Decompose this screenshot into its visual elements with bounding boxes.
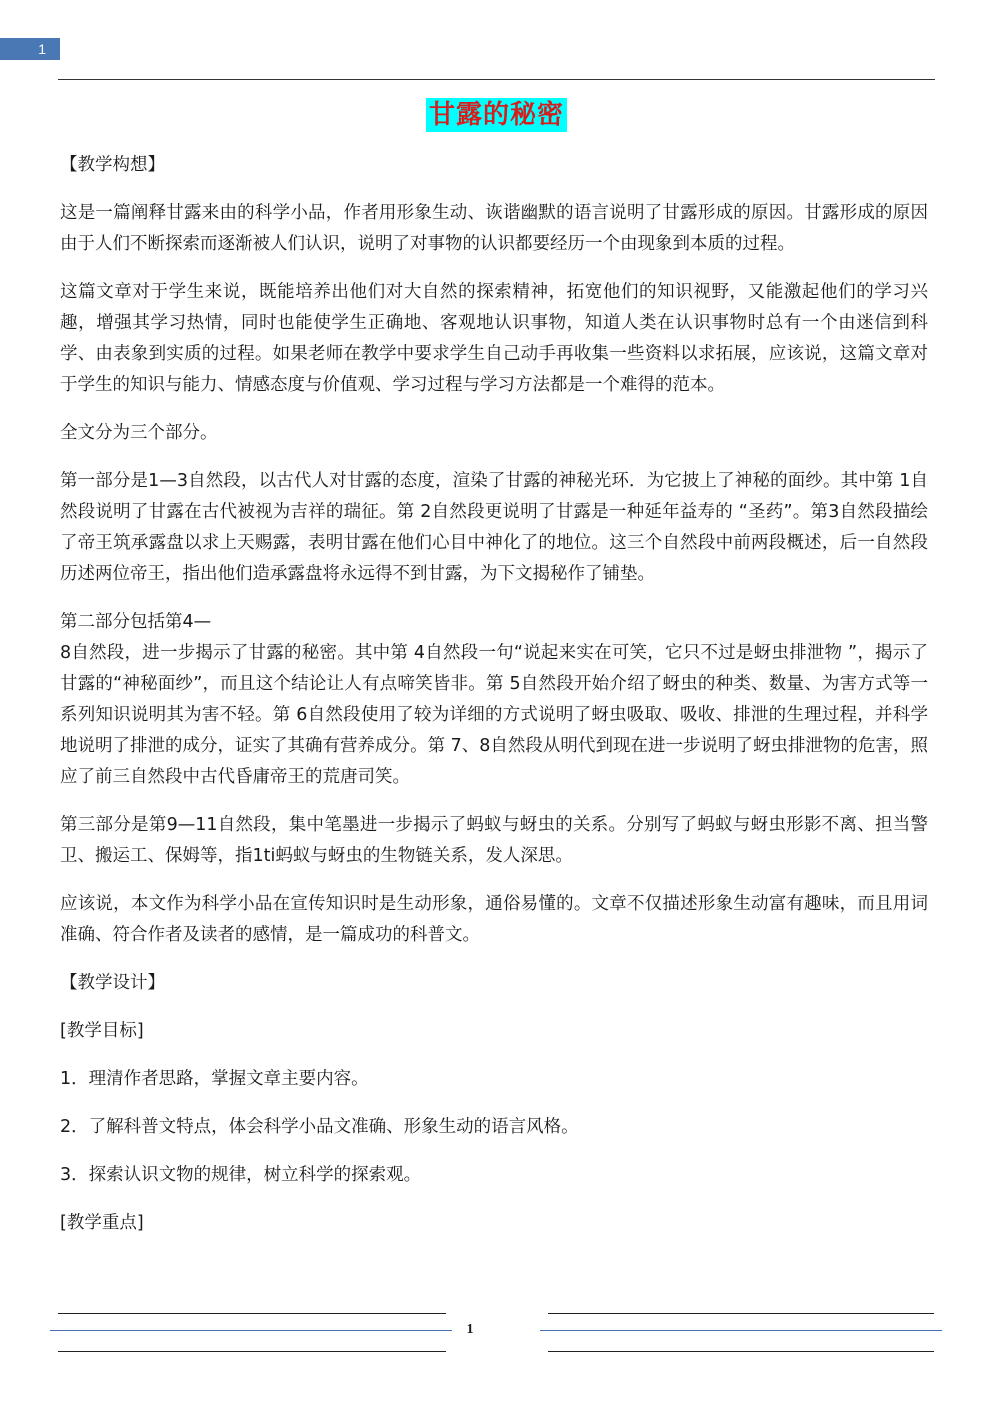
section-heading: 【教学构想】 xyxy=(60,155,165,175)
body-paragraph: 第三部分是第9—11自然段，集中笔墨进一步揭示了蚂蚁与蚜虫的关系。分别写了蚂蚁与蚜虫形影不离、担当警卫、搬运工、保姆等，指1ti蚂蚁与蚜虫的生物链关系，发人深思。 xyxy=(60,815,928,866)
body-paragraph: 全文分为三个部分。 xyxy=(60,423,218,443)
title-container xyxy=(0,98,993,132)
list-item: 1．理清作者思路，掌握文章主要内容。 xyxy=(60,1069,369,1089)
document-body xyxy=(60,150,928,1256)
document-title: 甘露的秘密 xyxy=(426,98,567,132)
page-footer xyxy=(0,1310,993,1360)
footer-rule xyxy=(548,1313,934,1314)
header-rule xyxy=(58,79,935,80)
footer-rule xyxy=(548,1351,934,1352)
page-number-tab: 1 xyxy=(0,38,60,60)
footer-rule xyxy=(540,1330,942,1331)
footer-page-number: 1 xyxy=(466,1322,474,1337)
subsection-heading: [教学目标] xyxy=(60,1021,144,1041)
body-paragraph: 第一部分是1—3自然段，以古代人对甘露的态度，渲染了甘露的神秘光环．为它披上了神秘的面纱。其中第 1自然段说明了甘露在古代被视为吉祥的瑞征。第 2自然段更说明了甘露是一种延年益寿的 “圣药”。第3自然段描绘了帝王筑承露盘以求上天赐露，表明甘露在他们心目中神化了的地位。这三个自然段中前两段概述，后一自然段历述两位帝王，指出他们造承露盘将永远得不到甘露，为下文揭秘作了铺垫。 xyxy=(60,471,928,584)
footer-rule xyxy=(58,1351,446,1352)
subsection-heading: [教学重点] xyxy=(60,1213,144,1233)
section-heading: 【教学设计】 xyxy=(60,973,165,993)
list-item: 2．了解科普文特点，体会科学小品文准确、形象生动的语言风格。 xyxy=(60,1117,579,1137)
footer-rule xyxy=(58,1313,446,1314)
footer-rule xyxy=(50,1330,452,1331)
list-item: 3．探索认识文物的规律，树立科学的探索观。 xyxy=(60,1165,422,1185)
body-paragraph: 这篇文章对于学生来说，既能培养出他们对大自然的探索精神，拓宽他们的知识视野，又能激起他们的学习兴趣，增强其学习热情，同时也能使学生正确地、客观地认识事物，知道人类在认识事物时总有一个由迷信到科学、由表象到实质的过程。如果老师在教学中要求学生自己动手再收集一些资料以求拓展，应该说，这篇文章对于学生的知识与能力、情感态度与价值观、学习过程与学习方法都是一个难得的范本。 xyxy=(60,282,928,395)
body-paragraph: 这是一篇阐释甘露来由的科学小品，作者用形象生动、诙谐幽默的语言说明了甘露形成的原因。甘露形成的原因由于人们不断探索而逐渐被人们认识，说明了对事物的认识都要经历一个由现象到本质的过程。 xyxy=(60,203,928,254)
body-paragraph: 应该说，本文作为科学小品在宣传知识时是生动形象，通俗易懂的。文章不仅描述形象生动富有趣味，而且用词准确、符合作者及读者的感情，是一篇成功的科普文。 xyxy=(60,894,928,945)
body-paragraph: 第二部分包括第4— xyxy=(60,612,212,632)
body-paragraph: 8自然段，进一步揭示了甘露的秘密。其中第 4自然段一句“说起来实在可笑，它只不过是蚜虫排泄物 ”，揭示了甘露的“神秘面纱”，而且这个结论让人有点啼笑皆非。第 5自然段开始介绍了蚜虫的种类、数量、为害方式等一系列知识说明其为害不轻。第 6自然段使用了较为详细的方式说明了蚜虫吸取、吸收、排泄的生理过程，并科学地说明了排泄的成分，证实了其确有营养成分。第 7、8自然段从明代到现在进一步说明了蚜虫排泄物的危害，照应了前三自然段中古代昏庸帝王的荒唐司笑。 xyxy=(60,643,928,787)
